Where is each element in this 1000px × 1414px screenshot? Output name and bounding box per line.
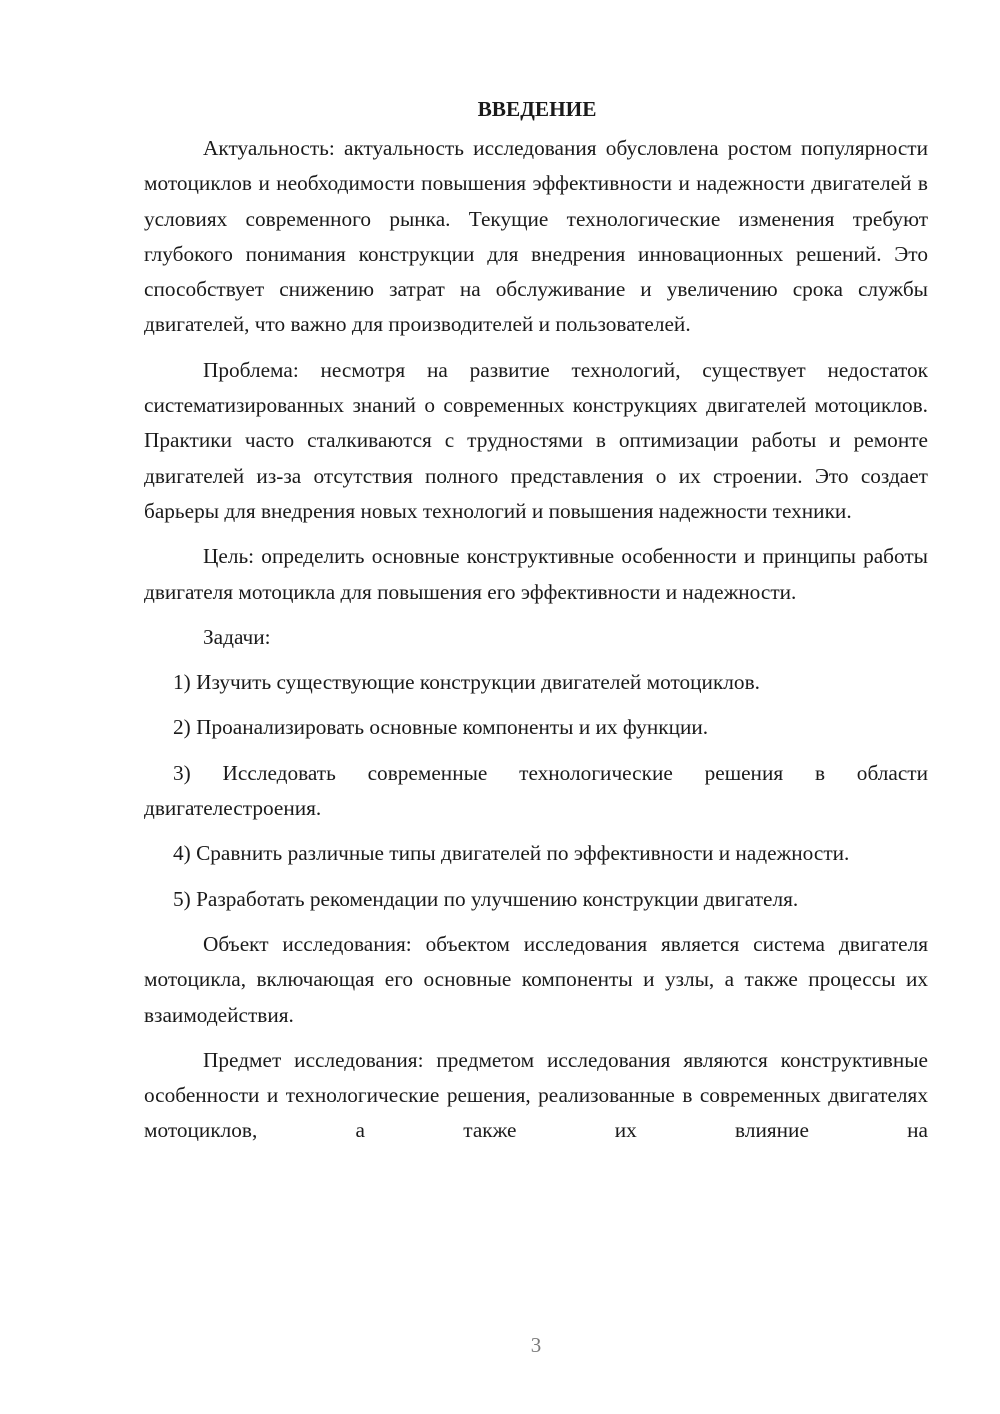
task-item-4: 4) Сравнить различные типы двигателей по эффективности и надежности. <box>173 841 850 866</box>
task-item-2: 2) Проанализировать основные компоненты и их функции. <box>173 715 709 740</box>
tasks-label: Задачи: <box>203 624 271 649</box>
page-title: ВВЕДЕНИЕ <box>477 97 597 121</box>
paragraph-subject: Предмет исследования: предметом исследования являются конструктивные особенности и технологические решения, реализованные в современных двигателях мотоциклов, а также их влияние на <box>144 1047 928 1143</box>
paragraph-goal: Цель: определить основные конструктивные особенности и принципы работы двигателя мотоцикла для повышения его эффективности и надежности. <box>144 544 928 604</box>
paragraph-problem: Проблема: несмотря на развитие технологий, существует недостаток систематизированных знаний о современных конструкциях двигателей мотоциклов. Практики часто сталкиваются с трудностями в оптимизации работы и ремонте двигателей из-за отсутствия полного представления о их строении. Это создает барьеры для внедрения новых технологий и повышения надежности техники. <box>144 357 928 523</box>
paragraph-relevance: Актуальность: актуальность исследования обусловлена ростом популярности мотоциклов и необходимости повышения эффективности и надежности двигателей в условиях современного рынка. Текущие технологические изменения требуют глубокого понимания конструкции для внедрения инновационных решений. Это способствует снижению затрат на обслуживание и увеличению срока службы двигателей, что важно для производителей и пользователей. <box>144 136 928 337</box>
task-item-1: 1) Изучить существующие конструкции двигателей мотоциклов. <box>173 670 760 695</box>
task-item-5: 5) Разработать рекомендации по улучшению конструкции двигателя. <box>173 886 799 911</box>
page-number: 3 <box>530 1333 542 1357</box>
document-page <box>144 92 928 1149</box>
task-item-3: 3) Исследовать современные технологические решения в области двигателестроения. <box>144 760 928 821</box>
paragraph-object: Объект исследования: объектом исследования является система двигателя мотоцикла, включающая его основные компоненты и узлы, а также процессы их взаимодействия. <box>144 931 928 1027</box>
